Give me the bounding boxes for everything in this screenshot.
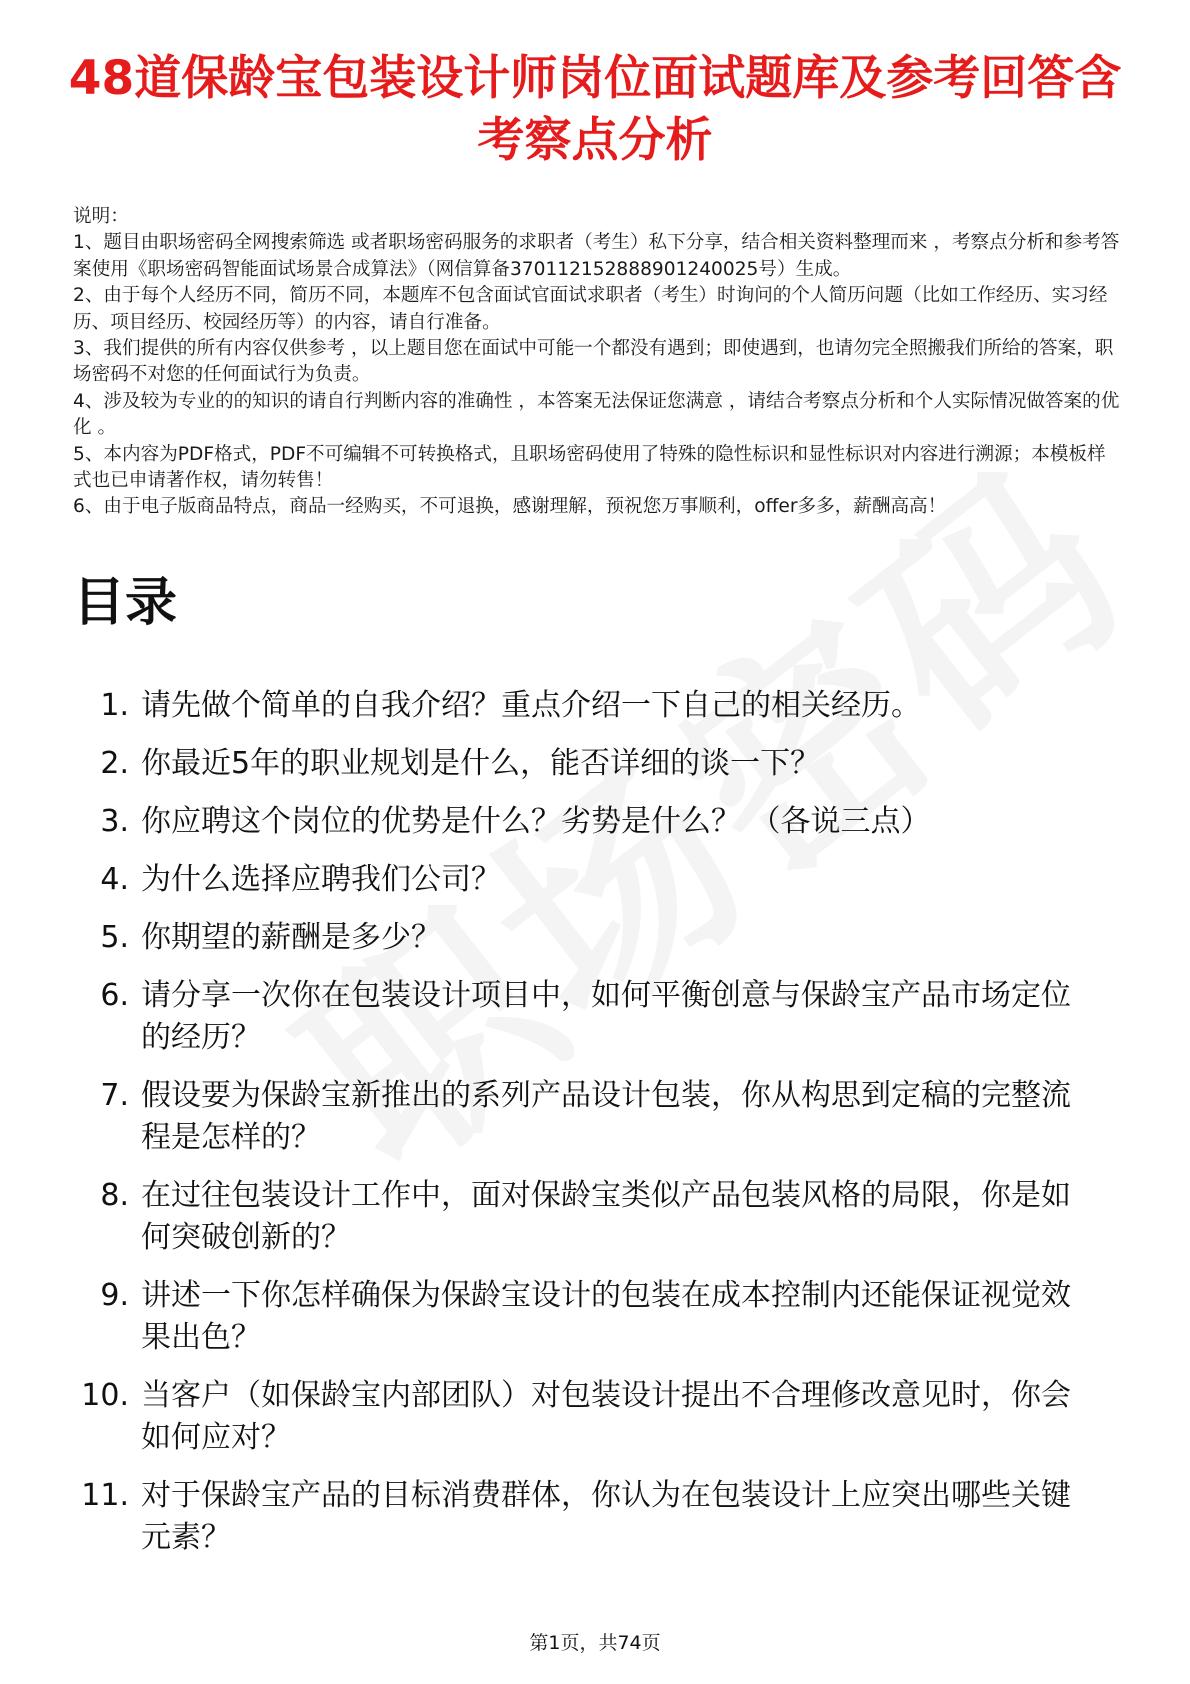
note-item: 3、我们提供的所有内容仅供参考 ，以上题目您在面试中可能一个都没有遇到；即使遇到，也请勿完全照搬我们所给的答案，职场密码不对您的任何面试行为负责。: [73, 338, 1114, 386]
toc-item-text: 讲述一下你怎样确保为保龄宝设计的包装在成本控制内还能保证视觉效果出色？: [141, 1278, 1071, 1355]
toc-heading: 目录: [73, 573, 178, 633]
toc-item[interactable]: [73, 1375, 1133, 1459]
toc-item-number: 11.: [81, 1478, 129, 1513]
toc-item-number: 3.: [100, 804, 129, 839]
toc-item[interactable]: [73, 859, 1133, 901]
page-number: 第1页，共74页: [529, 1632, 661, 1654]
toc-item-number: 1.: [100, 688, 129, 723]
notes-label: 说明：: [73, 206, 129, 227]
toc-item[interactable]: [73, 743, 1133, 785]
toc-item-number: 10.: [81, 1378, 129, 1413]
toc-item[interactable]: [73, 975, 1133, 1059]
toc-item-text: 对于保龄宝产品的目标消费群体，你认为在包装设计上应突出哪些关键元素？: [141, 1478, 1071, 1555]
note-item: 4、涉及较为专业的的知识的请自行判断内容的准确性 ，本答案无法保证您满意 ，请结合考察点分析和个人实际情况做答案的优化 。: [73, 390, 1120, 439]
toc-item-number: 6.: [100, 978, 129, 1013]
toc-item[interactable]: [73, 1475, 1133, 1559]
toc-item[interactable]: [73, 1075, 1133, 1159]
toc-item-number: 4.: [100, 862, 129, 897]
toc-item-text: 在过往包装设计工作中，面对保龄宝类似产品包装风格的局限，你是如何突破创新的？: [141, 1178, 1071, 1255]
toc-item-number: 7.: [100, 1078, 129, 1113]
toc-item-text: 你应聘这个岗位的优势是什么？劣势是什么？ （各说三点）: [141, 804, 931, 839]
toc-item-text: 请分享一次你在包装设计项目中，如何平衡创意与保龄宝产品市场定位的经历？: [141, 978, 1071, 1055]
toc-item[interactable]: [73, 917, 1133, 959]
toc-item[interactable]: [73, 801, 1133, 843]
note-item: 5、本内容为PDF格式，PDF不可编辑不可转换格式，且职场密码使用了特殊的隐性标识和显性标识对内容进行溯源；本模板样式也已申请著作权，请勿转售！: [73, 443, 1106, 492]
toc-item-text: 当客户（如保龄宝内部团队）对包装设计提出不合理修改意见时，你会如何应对？: [141, 1378, 1071, 1455]
toc-item[interactable]: [73, 1275, 1133, 1359]
toc-list: [73, 685, 1133, 1575]
toc-item-number: 9.: [100, 1278, 129, 1313]
note-item: 6、由于电子版商品特点，商品一经购买，不可退换，感谢理解，预祝您万事顺利，offer多多，薪酬高高！: [73, 496, 947, 518]
toc-item-text: 假设要为保龄宝新推出的系列产品设计包装，你从构思到定稿的完整流程是怎样的？: [141, 1078, 1071, 1155]
note-item: 1、题目由职场密码全网搜索筛选 或者职场密码服务的求职者（考生）私下分享，结合相关资料整理而来 ，考察点分析和参考答案使用《职场密码智能面试场景合成算法》（网信算备370112152888901240025号）生成。: [73, 232, 1120, 280]
toc-item-number: 2.: [100, 746, 129, 781]
toc-item-text: 请先做个简单的自我介绍？重点介绍一下自己的相关经历。: [141, 688, 921, 723]
toc-item[interactable]: [73, 1175, 1133, 1259]
document-title: 48道保龄宝包装设计师岗位面试题库及参考回答含考察点分析: [68, 51, 1122, 168]
toc-item-text: 为什么选择应聘我们公司？: [141, 862, 501, 897]
note-item: 2、由于每个人经历不同，简历不同，本题库不包含面试官面试求职者（考生）时询问的个人简历问题（比如工作经历、实习经历、项目经历、校园经历等）的内容，请自行准备。: [73, 285, 1108, 333]
toc-item[interactable]: [73, 685, 1133, 727]
notes-section: [73, 204, 1123, 521]
toc-item-text: 你期望的薪酬是多少？: [141, 920, 441, 955]
toc-item-text: 你最近5年的职业规划是什么，能否详细的谈一下？: [141, 746, 821, 781]
toc-item-number: 8.: [100, 1178, 129, 1213]
toc-item-number: 5.: [100, 920, 129, 955]
